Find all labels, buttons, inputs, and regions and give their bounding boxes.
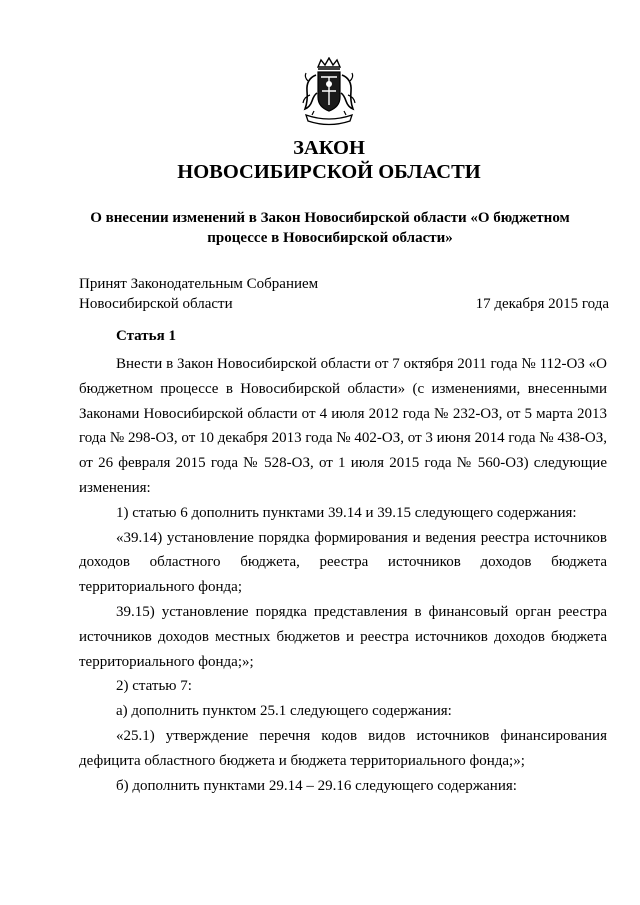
- article-body: [79, 352, 607, 798]
- article-paragraph: Внести в Закон Новосибирской области от 7 октября 2011 года № 112-ОЗ «О бюджетном процессе в Новосибирской области» (с изменениями, внесенными Законами Новосибирской области от 4 июля 2012 года № 232-ОЗ, от 5 марта 2013 года № 298-ОЗ, от 10 декабря 2013 года № 402-ОЗ, от 3 июня 2014 года № 438-ОЗ, от 26 февраля 2015 года № 528-ОЗ, от 1 июля 2015 года № 560-ОЗ) следующие изменения:: [79, 356, 607, 496]
- law-title-line-2: НОВОСИБИРСКОЙ ОБЛАСТИ: [177, 161, 481, 183]
- article-paragraph: «25.1) утверждение перечня кодов видов источников финансирования дефицита областного бюджета и бюджета территориального фонда;»;: [79, 727, 607, 769]
- adoption-block: [79, 274, 609, 314]
- article-paragraph: «39.14) установление порядка формирования и ведения реестра источников доходов областного бюджета, реестра источников доходов бюджета территориального фонда;: [79, 529, 607, 596]
- law-title: [0, 136, 640, 184]
- article-paragraph: 39.15) установление порядка представления в финансовый орган реестра источников доходов местных бюджетов и реестра источников доходов бюджета территориального фонда;»;: [79, 603, 607, 670]
- coat-of-arms-emblem: [300, 57, 358, 129]
- article-paragraph: 2) статью 7:: [116, 678, 192, 695]
- adoption-line-1: Принят Законодательным Собранием: [79, 276, 319, 292]
- adoption-date: 17 декабря 2015 года: [475, 296, 609, 312]
- article-paragraph: 1) статью 6 дополнить пунктами 39.14 и 39.15 следующего содержания:: [116, 504, 577, 521]
- article-paragraph: б) дополнить пунктами 29.14 – 29.16 следующего содержания:: [116, 777, 517, 794]
- law-subject-line-2: процессе в Новосибирской области»: [207, 230, 453, 246]
- adoption-line-2: Новосибирской области: [79, 296, 233, 312]
- law-title-line-1: ЗАКОН: [293, 137, 365, 159]
- law-subject-line-1: О внесении изменений в Закон Новосибирской области «О бюджетном: [90, 210, 570, 226]
- article-heading: Статья 1: [116, 328, 176, 344]
- law-subject: [80, 208, 580, 248]
- adoption-row: [79, 294, 609, 314]
- article-paragraph: а) дополнить пунктом 25.1 следующего содержания:: [116, 703, 452, 720]
